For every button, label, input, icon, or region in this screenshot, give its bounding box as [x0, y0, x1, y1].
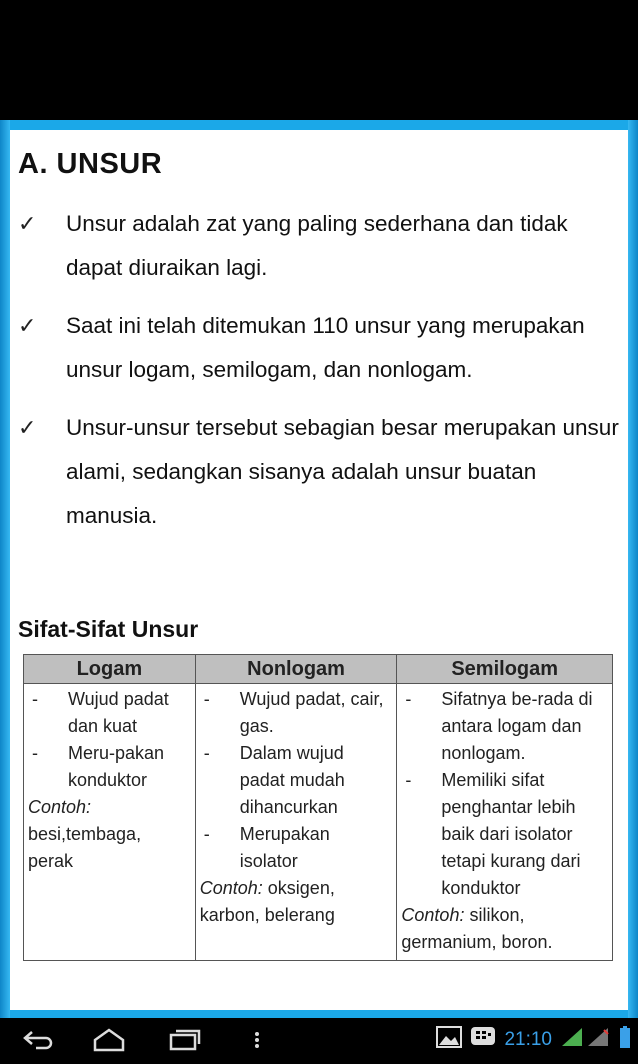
table-header-row: [24, 655, 613, 684]
signal-icon: [560, 1026, 612, 1054]
back-icon[interactable]: [22, 1026, 54, 1059]
clock-time: 21:10: [504, 1029, 552, 1050]
bullet-list: [18, 202, 622, 552]
cell-semilogam: [397, 684, 613, 961]
bullet-item: [18, 202, 622, 290]
list-item: [200, 821, 393, 875]
properties-table: [23, 654, 613, 961]
example-label: Contoh:: [401, 905, 465, 925]
example-label: Contoh:: [28, 797, 92, 817]
list-item: [28, 686, 191, 740]
header-logam: Logam: [24, 655, 196, 684]
item-text: Sifatnya be-rada di antara logam dan nonlogam.: [441, 689, 593, 763]
dash: -: [32, 689, 38, 709]
example-value: oksigen, karbon, belerang: [199, 878, 335, 925]
check-icon: ✓: [18, 415, 37, 440]
cell-nonlogam: [195, 684, 397, 961]
slide-content: [10, 130, 628, 1010]
bullet-text: Unsur-unsur tersebut sebagian besar merupakan unsur alami, sedangkan sisanya adalah unsur buatan manusia.: [66, 415, 619, 528]
example-text: [28, 794, 191, 875]
dash: -: [203, 743, 210, 763]
frame-edge-right: [628, 120, 638, 1018]
example-label: Contoh:: [199, 878, 263, 898]
recent-apps-icon[interactable]: [168, 1026, 202, 1059]
example-value: silikon, germanium, boron.: [401, 905, 553, 952]
menu-icon[interactable]: [252, 1026, 262, 1059]
dash: -: [203, 689, 210, 709]
list-item: [401, 686, 608, 767]
check-icon: ✓: [18, 211, 37, 236]
frame-edge-left: [0, 120, 10, 1018]
top-black-bar: [0, 0, 638, 120]
header-nonlogam: Nonlogam: [195, 655, 397, 684]
gallery-icon: [436, 1026, 462, 1054]
status-area: [436, 1026, 630, 1054]
section-subtitle: Sifat-Sifat Unsur: [18, 616, 199, 642]
check-icon: ✓: [18, 313, 37, 338]
list-item: [401, 767, 608, 902]
example-text: [401, 902, 608, 956]
battery-icon: [620, 1026, 630, 1054]
bullet-item: [18, 406, 622, 538]
list-item: [28, 740, 191, 794]
bullet-text: Saat ini telah ditemukan 110 unsur yang merupakan unsur logam, semilogam, dan nonlogam.: [66, 313, 585, 382]
dash: -: [405, 689, 412, 709]
example-value: besi,tembaga, perak: [28, 824, 142, 871]
table-row: [24, 684, 613, 961]
slide-title: A. UNSUR: [18, 148, 163, 180]
item-text: Meru-pakan konduktor: [68, 743, 165, 790]
dash: -: [203, 824, 210, 844]
item-text: Merupakan isolator: [239, 824, 330, 871]
item-text: Memiliki sifat penghantar lebih baik dari isolator tetapi kurang dari konduktor: [441, 770, 581, 898]
list-item: [200, 686, 393, 740]
bullet-item: [18, 304, 622, 392]
bbm-icon: [470, 1026, 496, 1054]
item-text: Wujud padat dan kuat: [68, 689, 169, 736]
list-item: [200, 740, 393, 821]
dash: -: [32, 743, 38, 763]
home-icon[interactable]: [92, 1026, 126, 1059]
dash: -: [405, 770, 412, 790]
header-semilogam: Semilogam: [397, 655, 613, 684]
cell-logam: [24, 684, 196, 961]
system-navigation-bar: [0, 1018, 638, 1064]
bullet-text: Unsur adalah zat yang paling sederhana dan tidak dapat diuraikan lagi.: [66, 211, 568, 280]
example-text: [200, 875, 393, 929]
item-text: Dalam wujud padat mudah dihancurkan: [239, 743, 345, 817]
item-text: Wujud padat, cair, gas.: [239, 689, 384, 736]
